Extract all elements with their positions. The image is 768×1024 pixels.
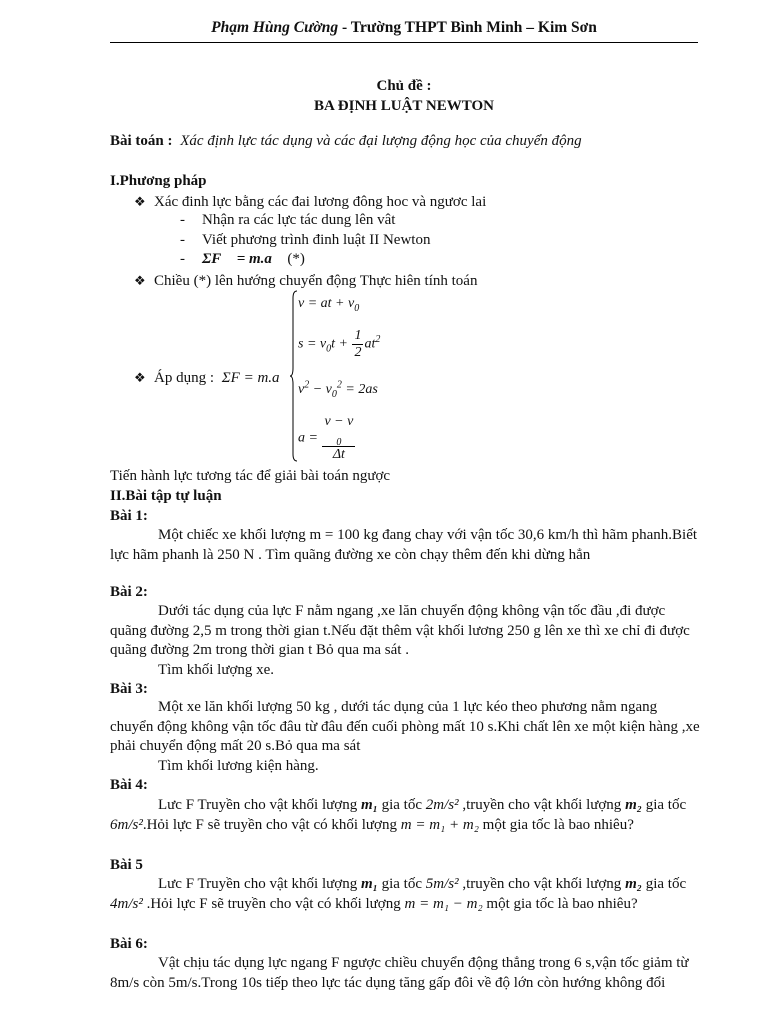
kinematics-equations [290,290,410,462]
exercise-3-text: Một xe lăn khối lượng 50 kg , dưới tác dụng của 1 lực kéo theo phương nằm ngang chuyển động không vận tốc đâu từ đâu đến cuối phòng mất 10 s.Khi chất lên xe một kiện hàng ,xe phải chuyển động mất 20 s.Bỏ qua ma sát [110,699,700,754]
left-brace [290,290,298,462]
acceleration-value: 5m/s² [425,876,459,892]
exercise-5-label: Bài 5 [110,857,143,873]
mass-expression: m = m₁ − m₂ [404,895,483,912]
equation-displacement: $s = v_0t$ + $\frac{1}{2}$ $at^2$ [298,328,381,360]
page-header [110,18,698,43]
dash-text: Viết phương trình đinh luật II Newton [202,232,431,248]
exercise-3-question: Tìm khối lương kiện hàng. [158,758,319,774]
exercise-1-label: Bài 1: [110,508,148,524]
topic-label: Chủ đề : [376,78,432,94]
exercise-6-text: Vật chịu tác dụng lực ngang F ngược chiều chuyển động thẳng trong 6 s,vận tốc giảm từ 8m/s còn 5m/s.Trong 10s tiếp theo lực tác dụng tăng gấp đôi về độ lớn còn hướng không đổi [110,955,689,991]
problem-text: Xác định lực tác dụng và các đại lượng động học của chuyển động [180,133,582,149]
exercise-6-label: Bài 6: [110,936,148,952]
mass-m1: m₁ [360,876,378,892]
fraction-acceleration: v − v $_0$ Δt [324,414,354,462]
reverse-problem-note: Tiến hành lực tương tác để giải bài toán ngược [110,468,391,484]
topic-block [110,76,698,116]
dash-item: - ΣF⃗ = m.a⃗ (*) [180,251,305,267]
formula-tag: (*) [283,251,305,267]
exercise-1-text: Một chiếc xe khối lượng m = 100 kg đang chay với vận tốc 30,6 km/h thì hãm phanh.Biết lực hãm phanh là 250 N . Tìm quãng đường xe còn chạy thêm đến khi dừng hẳn [110,527,698,563]
topic-title: BA ĐỊNH LUẬT NEWTON [314,98,494,114]
exercise-2-question: Tìm khối lượng xe. [158,662,275,678]
fraction-half: $\frac{1}{2}$ [354,328,362,360]
mass-m2: m₂ [625,876,642,892]
equation-velocity: v = at + $v_0$ [298,296,360,314]
diamond-bullet-icon: ❖ [134,194,146,209]
exercise-4-label: Bài 4: [110,777,148,793]
section1-title: I.Phương pháp [110,173,207,189]
apply-formula: ΣF = m.a [221,370,280,386]
school-name: - Trường THPT Bình Minh – Kim Sơn [338,19,597,36]
bullet-item [134,192,486,213]
section2-title: II.Bài tập tự luận [110,488,222,504]
apply-label: Áp dụng : [154,370,214,386]
author-name: Phạm Hùng Cường [211,19,339,36]
bullet-item [134,368,280,389]
equation-acceleration: a = v − v $_0$ Δt [298,414,354,462]
problem-statement [110,132,700,152]
exercise-5-text: Lưc F Truyền cho vật khối lượng m₁ gia tốc 5m/s² ,truyền cho vật khối lượng m₂ gia tốc 4m/s² .Hỏi lực F sẽ truyền cho vật có khối lượng m = m₁ − m₂ một gia tốc là bao nhiêu? [110,876,687,912]
dash-item: - Nhận ra các lực tác dung lên vât [180,212,396,228]
exercise-3-label: Bài 3: [110,681,148,697]
dash-text: Nhận ra các lực tác dung lên vât [202,212,396,228]
mass-m2: m₂ [625,797,642,813]
mass-expression: m = m₁ + m₂ [400,816,479,833]
mass-m1: m₁ [360,797,378,813]
bullet-item [134,271,477,292]
bullet-text: Chiều (*) lên hướng chuyển động Thực hiên tính toán [154,273,478,289]
exercise-2-text: Dưới tác dụng của lực F nằm ngang ,xe lăn chuyển động không vận tốc đầu ,đi được quãng đường 2,5 m trong thời gian t.Nếu đặt thêm vật khối lương 250 g lên xe thì xe chỉ đi được quãng đường 2m trong thời gian t Bỏ qua ma sát . [110,603,690,658]
newton-formula: ΣF⃗ = m.a⃗ [202,251,284,267]
dash-item: - Viết phương trình đinh luật II Newton [180,232,431,248]
acceleration-value: 6m/s² [110,816,143,833]
problem-label: Bài toán : [110,133,173,149]
bullet-text: Xác đinh lực bằng các đai lương đông hoc và ngươc lai [154,194,487,210]
diamond-bullet-icon: ❖ [134,273,146,288]
exercise-2-label: Bài 2: [110,584,148,600]
exercise-4-text: Lưc F Truyền cho vật khối lượng m₁ gia tốc 2m/s² ,truyền cho vật khối lượng m₂ gia tốc 6m/s².Hỏi lực F sẽ truyền cho vật có khối lượng m = m₁ + m₂ một gia tốc là bao nhiêu? [110,797,687,833]
acceleration-value: 2m/s² [425,797,459,813]
acceleration-value: 4m/s² [110,895,143,912]
diamond-bullet-icon: ❖ [134,370,146,385]
equation-velocity-squared: $v^2 - v_0^2 = 2as$ [298,379,378,400]
